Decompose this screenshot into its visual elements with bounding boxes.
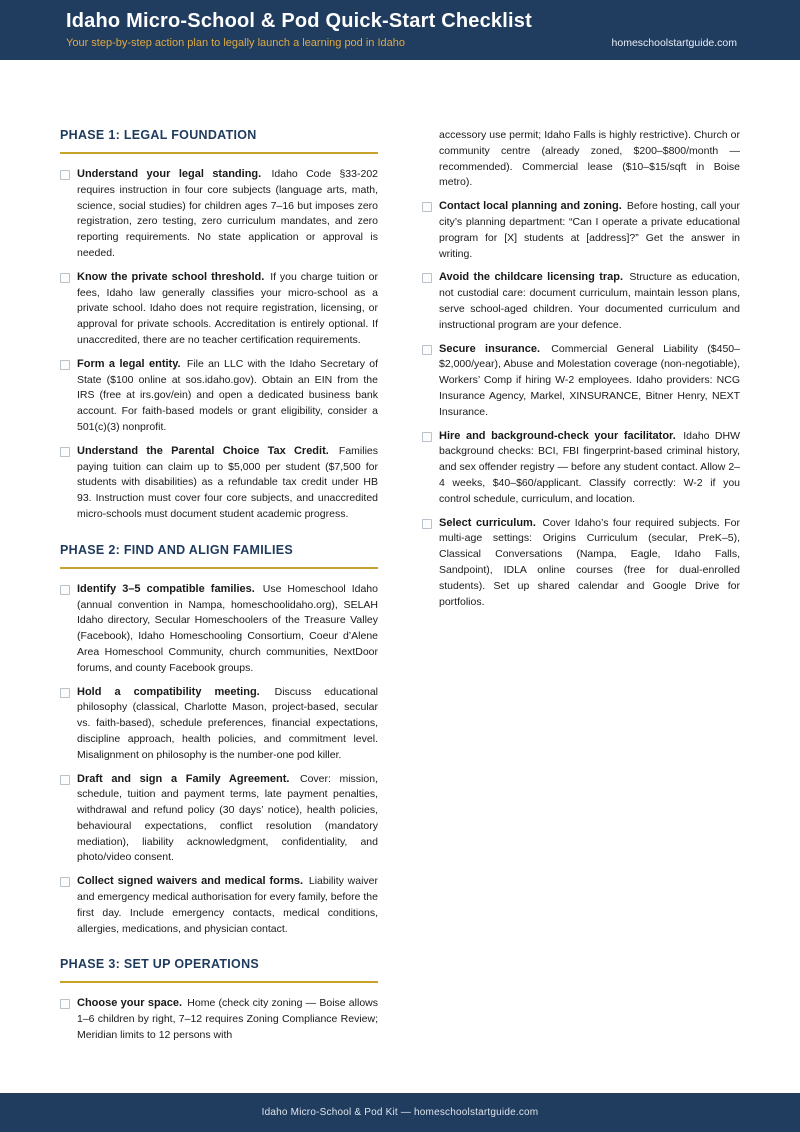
checkbox[interactable] bbox=[422, 273, 432, 283]
footer-text: Idaho Micro-School & Pod Kit — homeschoolstartguide.com bbox=[261, 1107, 539, 1118]
item-title: Draft and sign a Family Agreement. bbox=[77, 772, 290, 785]
item-title: Hire and background-check your facilitator. bbox=[439, 429, 676, 442]
checkbox[interactable] bbox=[422, 345, 432, 355]
item-background-check-facilitator bbox=[422, 429, 740, 508]
item-secure-insurance bbox=[422, 342, 740, 421]
checkbox[interactable] bbox=[60, 170, 70, 180]
item-body: Idaho DHW background checks: BCI, FBI fingerprint-based criminal history, and sex offender registry — before any student contact. Allow 2–4 weeks, $40–$60/applicant. Classify correctly: W-2 if you control schedule, curriculum, and location. bbox=[439, 429, 740, 505]
item-select-curriculum bbox=[422, 516, 740, 611]
item-body: Liability waiver and emergency medical authorisation for every family, before the first day. Include emergency contacts, medical conditions, allergies, medications, and physician contact. bbox=[77, 875, 378, 935]
item-body: If you charge tuition or fees, Idaho law generally classifies your micro-school as a private school. Idaho does not require registration, licensing, or approval for private schools. Accreditation is entirely optional. If unaccredited, there are no teacher certification requirements. bbox=[77, 270, 378, 346]
item-title: Hold a compatibility meeting. bbox=[77, 685, 260, 698]
item-title: Understand your legal standing. bbox=[77, 168, 262, 180]
phase-1-heading: PHASE 1: LEGAL FOUNDATION bbox=[60, 128, 257, 142]
checkbox[interactable] bbox=[60, 999, 70, 1009]
item-body: Home (check city zoning — Boise allows 1–6 children by right, 7–12 requires Zoning Compliance Review; Meridian limits to 12 persons with bbox=[77, 997, 378, 1042]
item-title: Contact local planning and zoning. bbox=[439, 200, 622, 213]
item-compatibility-meeting bbox=[60, 685, 378, 764]
page-subtitle: Your step-by-step action plan to legally launch a learning pod in Idaho bbox=[66, 37, 405, 49]
checkbox[interactable] bbox=[60, 775, 70, 785]
checkbox[interactable] bbox=[60, 688, 70, 698]
item-body: Idaho Code §33-202 requires instruction in four core subjects (language arts, math, science, social studies) for children ages 7–16 but imposes zero registration, zero testing, zero curriculum mandates, and zero reporting requirements. No state application or approval is needed. bbox=[77, 168, 378, 259]
page-footer bbox=[0, 1093, 800, 1132]
item-body: Cover Idaho’s four required subjects. For multi-age settings: Origins Curriculum (secular, PreK–5), Classical Conversations (Nampa, Eagle, Idaho Falls, Sandpoint), IDLA online courses (free for dual-enrolled students). Set up shared calendar and Google Drive for portfolios. bbox=[439, 516, 740, 608]
item-private-school-threshold bbox=[60, 270, 378, 349]
item-title: Secure insurance. bbox=[439, 342, 541, 355]
right-column bbox=[422, 128, 740, 1093]
item-body: Before hosting, call your city’s planning department: “Can I operate a private educational program for [X] students at [address]?” Get the answer in writing. bbox=[439, 200, 740, 260]
phase-3-section bbox=[60, 957, 378, 1043]
item-body: Structure as education, not custodial care: document curriculum, maintain lesson plans, serve school-aged children. Your documented curriculum and instructional program are your defence. bbox=[439, 271, 740, 331]
item-choose-your-space bbox=[60, 996, 378, 1043]
item-body: Families paying tuition can claim up to $5,000 per student ($7,500 for students with disabilities) as a refundable tax credit under HB 93. Instruction must cover four core subjects, and unaccredited micro-schools must document student academic progress. bbox=[77, 444, 378, 520]
phase-2-heading: PHASE 2: FIND AND ALIGN FAMILIES bbox=[60, 542, 293, 557]
checkbox[interactable] bbox=[422, 432, 432, 442]
item-body: accessory use permit; Idaho Falls is highly restrictive). Church or community centre (already zoned, $200–$800/month — recommended). Commercial lease ($10–$15/sqft in Boise metro). bbox=[439, 129, 740, 189]
checkbox[interactable] bbox=[60, 447, 70, 457]
item-childcare-licensing-trap bbox=[422, 270, 740, 333]
header-title-block bbox=[66, 0, 532, 60]
page-header bbox=[0, 0, 800, 60]
item-body: Discuss educational philosophy (classical, Charlotte Mason, project-based, secular vs. faith-based), schedule preferences, financial expectations, discipline approach, health policies, and commitment level. Misalignment on philosophy is the number-one pod killer. bbox=[77, 685, 379, 761]
item-planning-and-zoning bbox=[422, 199, 740, 262]
site-domain: homeschoolstartguide.com bbox=[611, 37, 737, 49]
checkbox[interactable] bbox=[422, 519, 432, 529]
phase-1-section bbox=[60, 128, 378, 523]
item-title: Choose your space. bbox=[77, 997, 183, 1010]
item-body: Use Homeschool Idaho (annual convention in Nampa, homeschoolidaho.org), SELAH Idaho directory, Secular Homeschoolers of the Treasure Valley (Facebook), Idaho Homeschooling Consortium, Coeur d’Alene Area Homeschool Community, church communities, NextDoor forums, and county Facebook groups. bbox=[77, 582, 378, 674]
item-body: Cover: mission, schedule, tuition and payment terms, late payment penalties, withdrawal and refund policy (30 days’ notice), health policies, behavioural expectations, conflict resolution (mandatory mediation), liability acknowledgment, confidentiality, and photo/video consent. bbox=[77, 772, 378, 864]
item-title: Select curriculum. bbox=[439, 516, 536, 529]
phase-3-heading: PHASE 3: SET UP OPERATIONS bbox=[60, 957, 260, 972]
item-choose-your-space-continued bbox=[422, 128, 740, 191]
left-column bbox=[60, 128, 378, 1093]
checkbox[interactable] bbox=[60, 360, 70, 370]
phase-2-divider bbox=[60, 567, 378, 569]
checkbox[interactable] bbox=[60, 273, 70, 283]
item-identify-families bbox=[60, 582, 378, 677]
item-body: Commercial General Liability ($450–$2,000/year), Abuse and Molestation coverage (non-negotiable), Workers’ Comp if hiring W-2 employees. Idaho providers: NCG Insurance Agency, Markel, XINSURANCE, Bitner Henry, NEXT Insurance. bbox=[439, 342, 740, 418]
item-title: Form a legal entity. bbox=[77, 357, 181, 370]
checkbox[interactable] bbox=[60, 877, 70, 887]
item-title: Identify 3–5 compatible families. bbox=[77, 582, 255, 595]
item-title: Avoid the childcare licensing trap. bbox=[439, 271, 624, 284]
item-form-legal-entity bbox=[60, 357, 378, 436]
item-waivers-medical-forms bbox=[60, 874, 378, 937]
checkbox[interactable] bbox=[422, 202, 432, 212]
item-parental-choice-tax-credit bbox=[60, 444, 378, 523]
item-family-agreement bbox=[60, 772, 378, 867]
checklist-body bbox=[0, 60, 800, 1093]
item-title: Collect signed waivers and medical forms. bbox=[77, 875, 304, 888]
phase-1-divider bbox=[60, 152, 378, 154]
item-title: Understand the Parental Choice Tax Credit. bbox=[77, 444, 329, 457]
checkbox[interactable] bbox=[60, 585, 70, 595]
phase-3-divider bbox=[60, 981, 378, 983]
item-understand-legal-standing bbox=[60, 167, 378, 262]
item-title: Know the private school threshold. bbox=[77, 270, 265, 283]
phase-2-section bbox=[60, 543, 378, 938]
page-title: Idaho Micro-School & Pod Quick-Start Checklist bbox=[66, 10, 532, 32]
item-body: File an LLC with the Idaho Secretary of State ($100 online at sos.idaho.gov). Obtain an EIN from the IRS (free at irs.gov/ein) and open a dedicated business bank account. For faith-based models or grant eligibility, consider a 501(c)(3) nonprofit. bbox=[77, 357, 378, 433]
